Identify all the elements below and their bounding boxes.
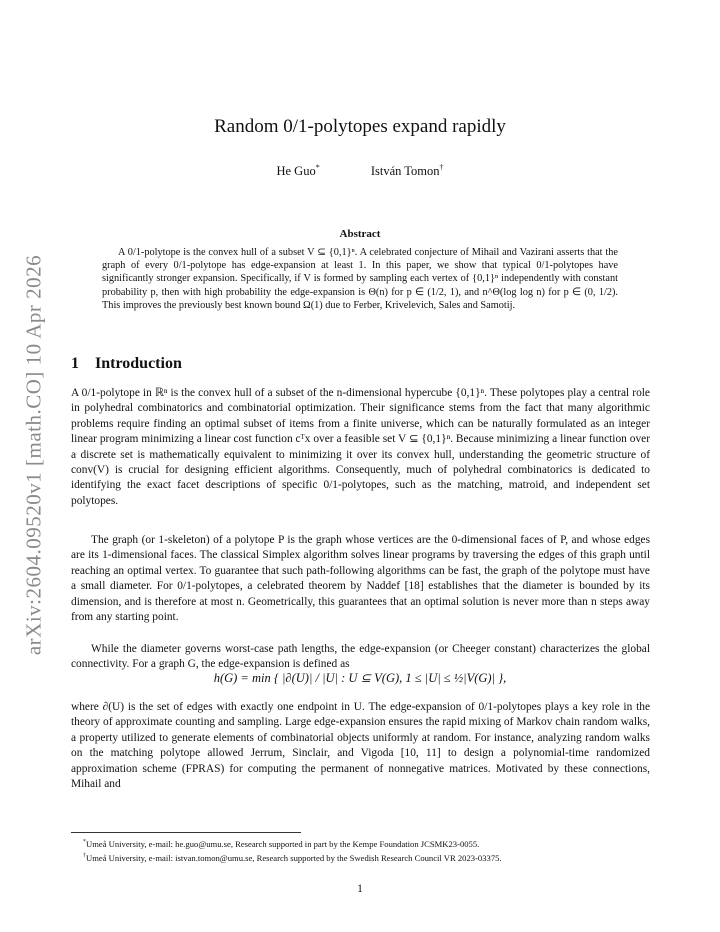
author-2	[371, 163, 444, 179]
author-name: He Guo	[276, 164, 316, 179]
abstract-heading: Abstract	[339, 228, 381, 240]
edge-expansion-equation: h(G) = min { |∂(U)| / |U| : U ⊆ V(G), 1 ≤ |U| ≤ ½|V(G)| },	[213, 671, 507, 685]
section-heading	[71, 355, 182, 373]
paragraph-3: While the diameter governs worst-case path lengths, the edge-expansion (or Cheeger constant) characterizes the global connectivity. For a graph G, the edge-expansion is defined as	[71, 643, 650, 671]
author-list	[0, 163, 720, 179]
footnote-text: Umeå University, e-mail: istvan.tomon@umu.se, Research supported by the Swedish Research Council VR 2023-03375.	[86, 852, 502, 863]
paper-title: Random 0/1-polytopes expand rapidly	[214, 116, 506, 137]
footnotes	[83, 836, 653, 864]
paragraph-2: The graph (or 1-skeleton) of a polytope P is the graph whose vertices are the 0-dimensional faces of P, and whose edges are its 1-dimensional faces. The classical Simplex algorithm solves linear programs by traversing the edges of this graph until reaching an optimal vertex. To guarantee that such path-following algorithms can be fast, the graph of the polytope must have a small diameter. For 0/1-polytopes, a celebrated theorem by Naddef [18] establishes that the diameter is bounded by its dimension, and is therefore at most n. Geometrically, this guarantees that an optimal solution is never more than n steps away from any starting point.	[71, 534, 650, 624]
footnote-2	[83, 850, 653, 864]
author-1	[276, 163, 319, 179]
arxiv-id: arXiv:2604.09520v1 [math.CO] 10 Apr 2026	[21, 254, 46, 656]
footnote-mark: *	[83, 839, 86, 845]
abstract-text: A 0/1-polytope is the convex hull of a subset V ⊆ {0,1}ⁿ. A celebrated conjecture of Mihail and Vazirani asserts that the graph of every 0/1-polytope has edge-expansion at least 1. In this paper, we show that typical 0/1-polytopes have significantly stronger expansion. Specifically, if V is formed by sampling each vertex of {0,1}ⁿ independently with constant probability p, then with high probability the edge-expansion is Θ(n) for p ∈ (1/2, 1), and n^Θ(log log n) for p ∈ (0, 1/2). This improves the previously best known bound Ω(1) due to Ferber, Krivelevich, Sales and Samotij.	[102, 247, 618, 311]
section-title: Introduction	[95, 355, 182, 372]
paragraph-4: where ∂(U) is the set of edges with exactly one endpoint in U. The edge-expansion of 0/1-polytopes plays a key role in the theory of approximate counting and sampling. Large edge-expansion ensures the rapid mixing of Markov chain random walks, a property utilized to generate elements of combinatorial objects uniformly at random. For instance, analyzing random walks on the matching polytope allowed Jerrum, Sinclair, and Vigoda [10, 11] to design a polynomial-time randomized approximation scheme (FPRAS) for computing the permanent of nonnegative matrices. Motivated by these connections, Mihail and	[71, 701, 650, 791]
footnote-divider	[71, 832, 301, 833]
author-footnote-mark: †	[439, 163, 444, 172]
arxiv-watermark	[14, 245, 54, 665]
section-number: 1	[71, 355, 79, 372]
paragraph-1: A 0/1-polytope in ℝⁿ is the convex hull of a subset of the n-dimensional hypercube {0,1}ⁿ. These polytopes play a central role in polyhedral combinatorics and combinatorial optimization. Their significance stems from the fact that many algorithmic problems require finding an optimal subset of items from a finite universe, which can be naturally formulated as an integer linear program minimizing a linear cost function cᵀx over a feasible set V ⊆ {0,1}ⁿ. Because minimizing a linear function over a discrete set is mathematically equivalent to minimizing it over its convex hull, understanding the geometric structure of conv(V) is crucial for designing efficient algorithms. Consequently, much of polyhedral combinatorics is dedicated to identifying the exact facet descriptions of specific 0/1-polytopes, such as the matching, matroid, and independent set polytopes.	[71, 387, 650, 507]
author-footnote-mark: *	[315, 163, 320, 172]
footnote-mark: †	[83, 852, 86, 859]
author-name: István Tomon	[370, 164, 440, 179]
page-number: 1	[357, 883, 363, 895]
footnote-text: Umeå University, e-mail: he.guo@umu.se, Research supported in part by the Kempe Foundation JCSMK23-0055.	[86, 838, 480, 849]
footnote-1	[83, 836, 653, 850]
